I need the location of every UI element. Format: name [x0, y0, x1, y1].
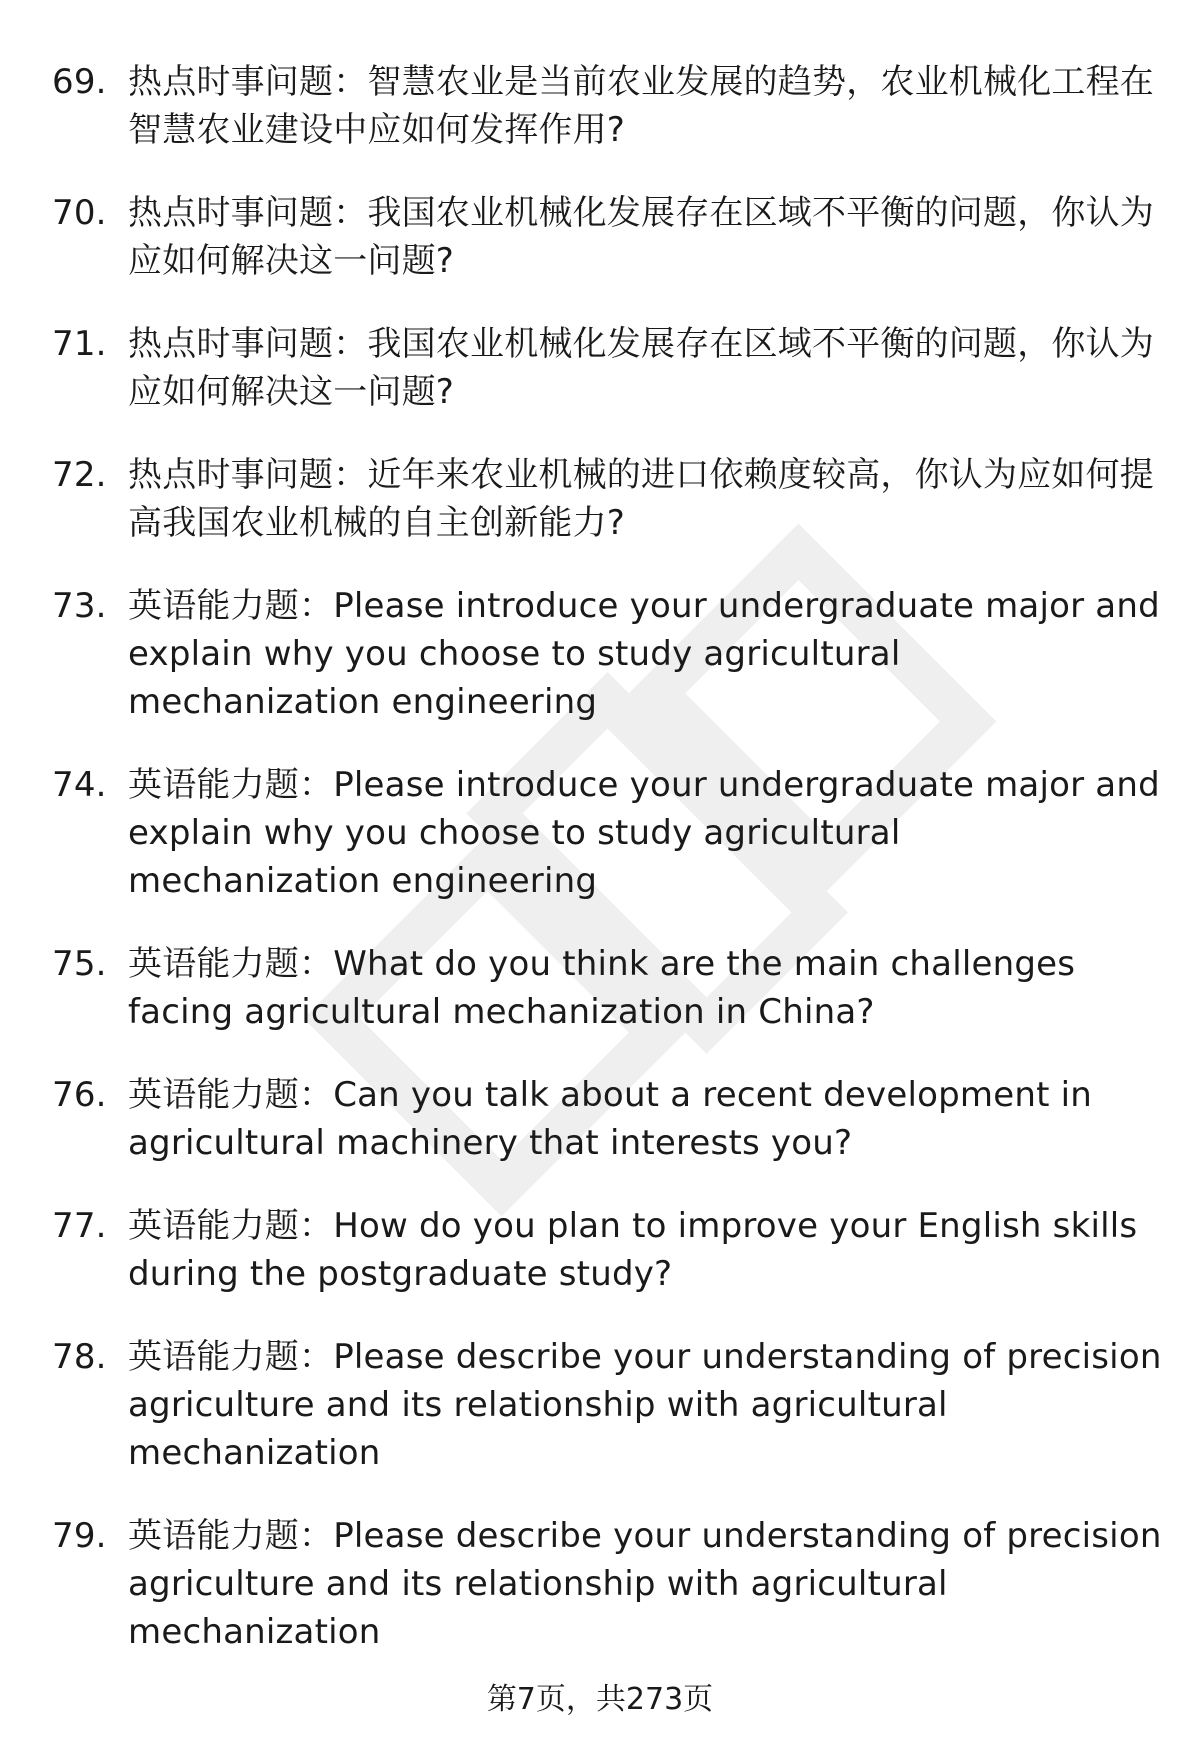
question-list	[52, 58, 1162, 1691]
question-text: 英语能力题：Please introduce your undergraduate major and explain why you choose to study agricultural mechanization engineering	[128, 586, 1160, 722]
question-item	[52, 1333, 1162, 1477]
question-item	[52, 582, 1162, 726]
question-number: 78.	[52, 1337, 107, 1377]
question-text: 热点时事问题：我国农业机械化发展存在区域不平衡的问题，你认为应如何解决这一问题?	[128, 193, 1154, 281]
question-number: 73.	[52, 586, 107, 626]
question-text: 热点时事问题：近年来农业机械的进口依赖度较高，你认为应如何提高我国农业机械的自主创新能力?	[128, 455, 1154, 543]
question-item	[52, 1202, 1162, 1298]
question-text: 英语能力题：What do you think are the main challenges facing agricultural mechanization in China?	[128, 944, 1076, 1032]
question-item	[52, 451, 1162, 547]
question-number: 74.	[52, 765, 107, 805]
question-item	[52, 58, 1162, 154]
question-item	[52, 940, 1162, 1036]
question-number: 70.	[52, 193, 107, 233]
question-text: 英语能力题：Can you talk about a recent development in agricultural machinery that interests you?	[128, 1075, 1093, 1163]
page-footer: 第7页，共273页	[486, 1682, 714, 1717]
question-number: 77.	[52, 1206, 107, 1246]
question-number: 79.	[52, 1516, 107, 1556]
question-item	[52, 1512, 1162, 1656]
question-item	[52, 1071, 1162, 1167]
question-text: 热点时事问题：智慧农业是当前农业发展的趋势，农业机械化工程在智慧农业建设中应如何发挥作用?	[128, 62, 1154, 150]
question-item	[52, 320, 1162, 416]
question-text: 英语能力题：Please describe your understanding of precision agriculture and its relationship with agricultural mechanization	[128, 1516, 1162, 1652]
question-number: 72.	[52, 455, 107, 495]
question-number: 75.	[52, 944, 107, 984]
question-number: 76.	[52, 1075, 107, 1115]
question-text: 英语能力题：Please describe your understanding of precision agriculture and its relationship with agricultural mechanization	[128, 1337, 1162, 1473]
question-text: 英语能力题：How do you plan to improve your English skills during the postgraduate study?	[128, 1206, 1138, 1294]
question-number: 69.	[52, 62, 107, 102]
question-item	[52, 189, 1162, 285]
question-item	[52, 761, 1162, 905]
question-number: 71.	[52, 324, 107, 364]
question-text: 热点时事问题：我国农业机械化发展存在区域不平衡的问题，你认为应如何解决这一问题?	[128, 324, 1154, 412]
question-text: 英语能力题：Please introduce your undergraduate major and explain why you choose to study agricultural mechanization engineering	[128, 765, 1160, 901]
